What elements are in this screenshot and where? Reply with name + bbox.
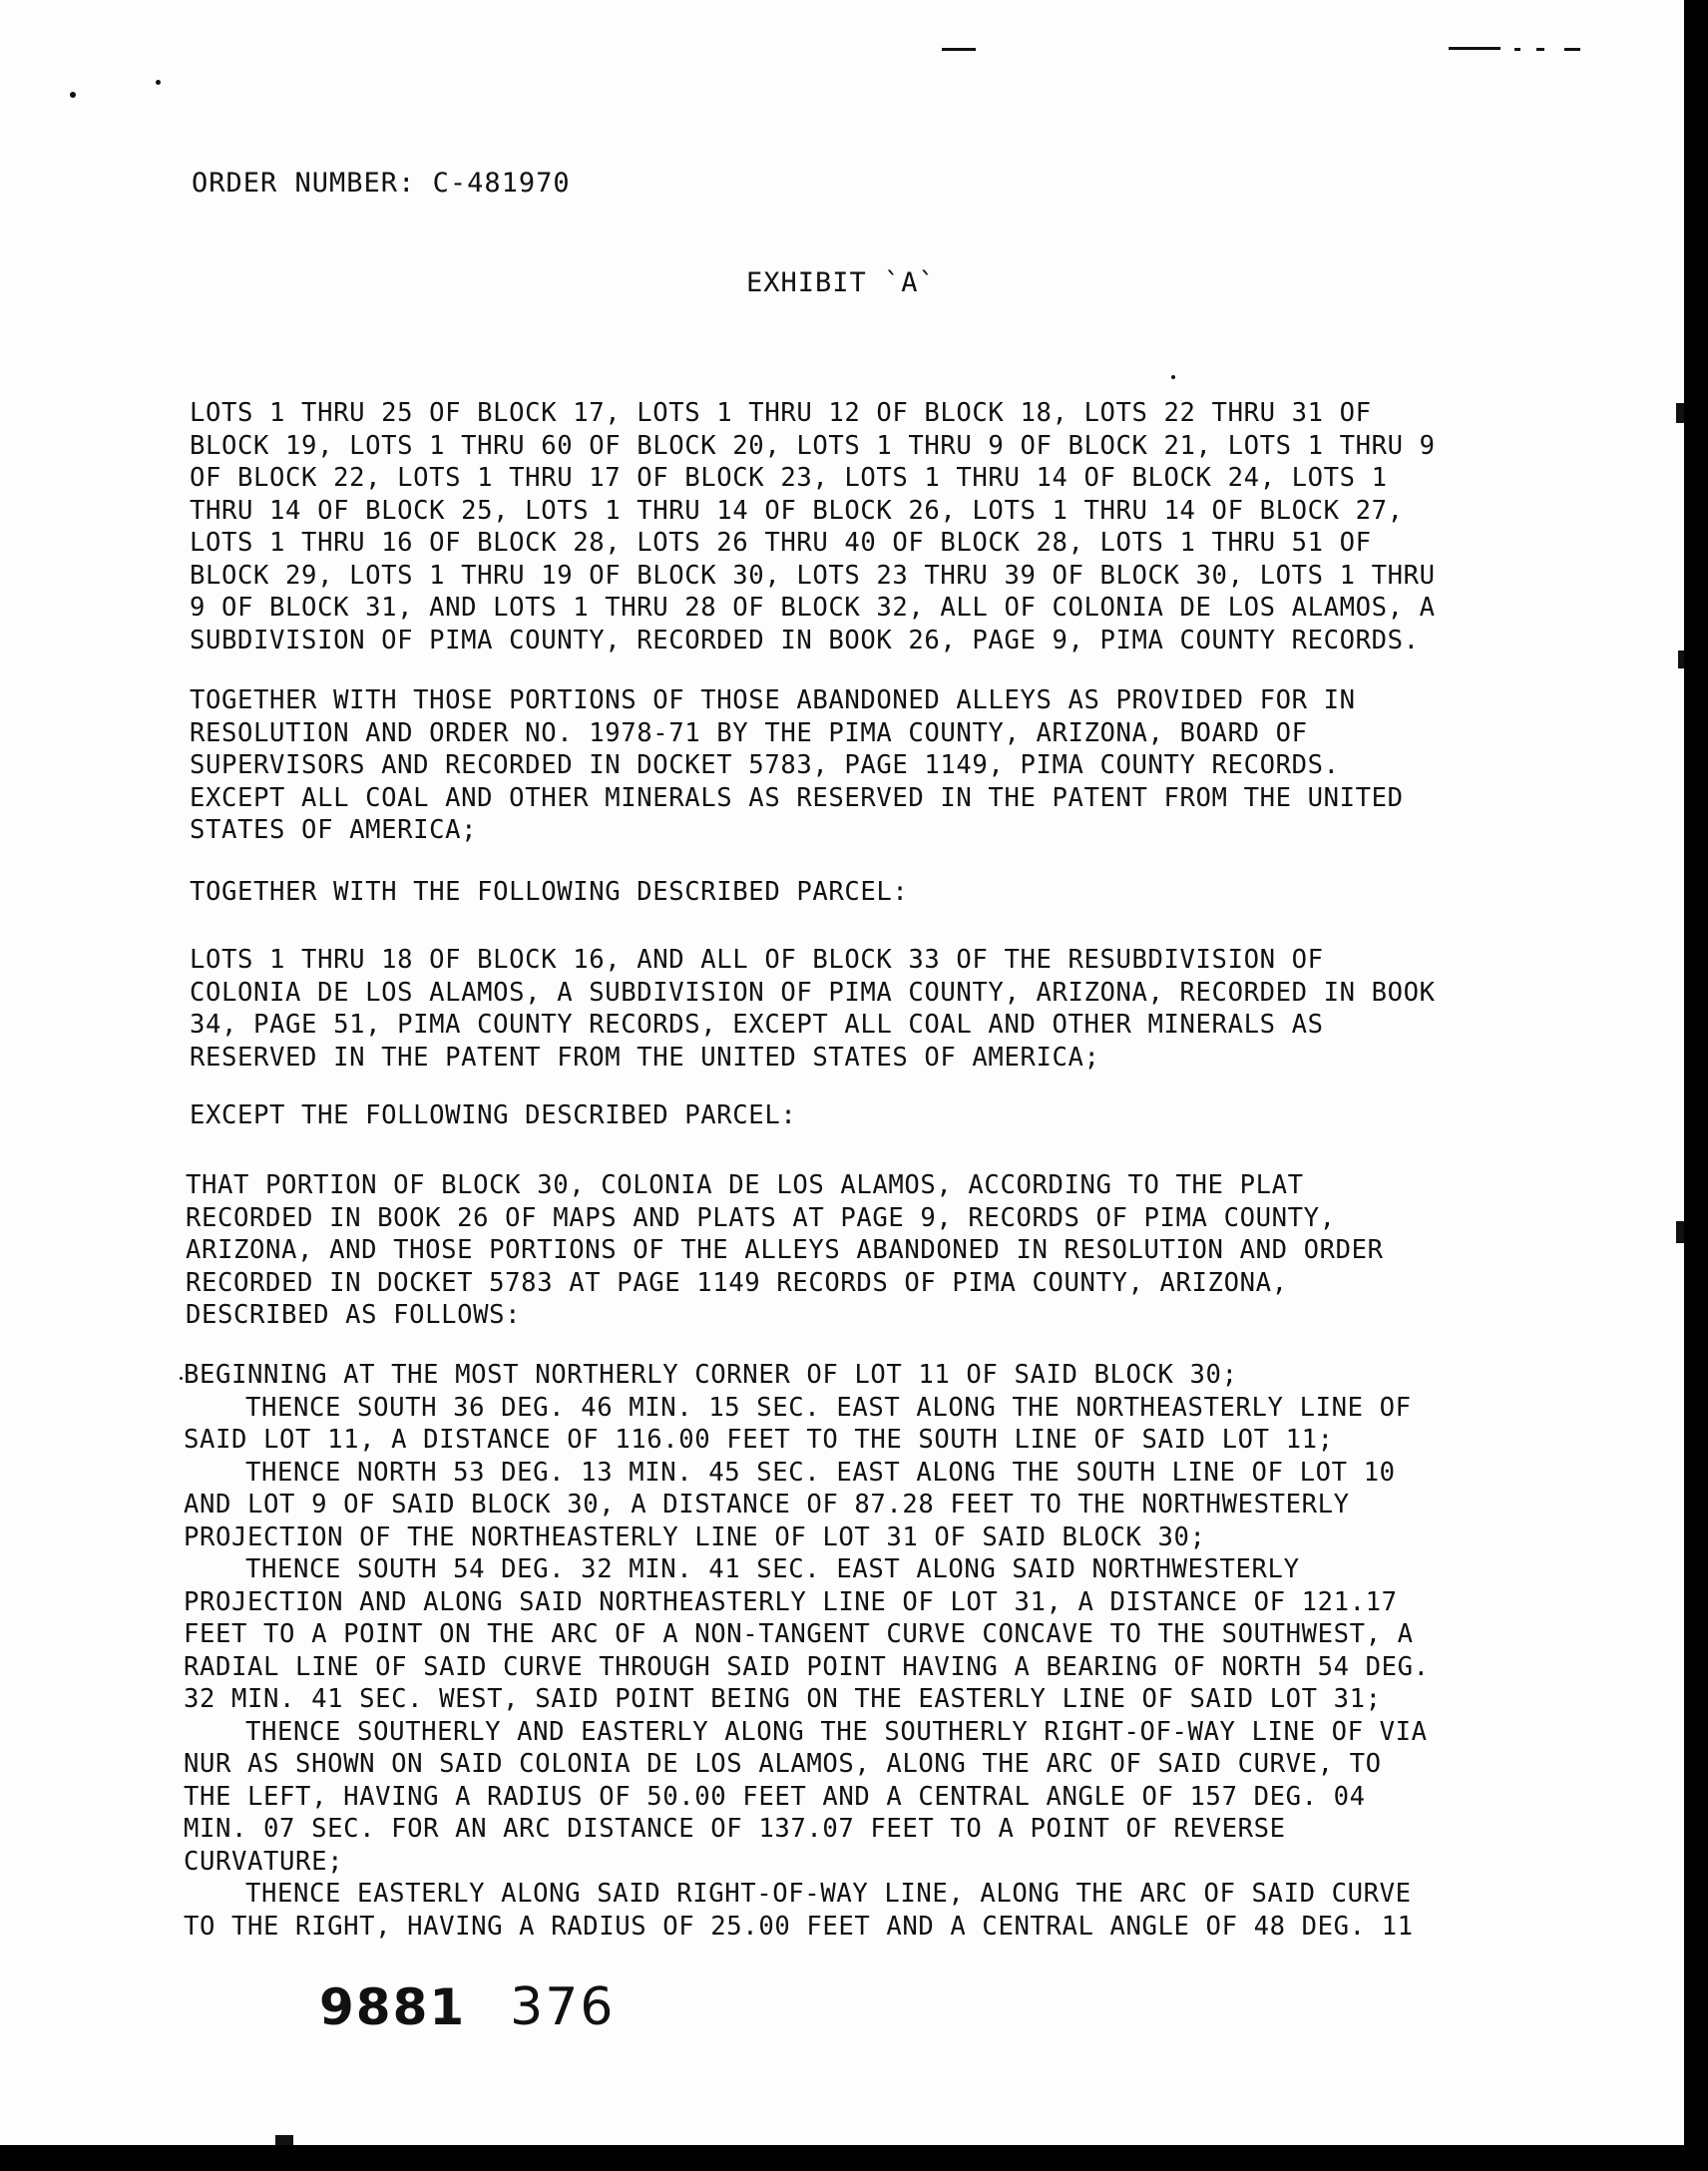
- text-line: RESOLUTION AND ORDER NO. 1978-71 BY THE PIMA COUNTY, ARIZONA, BOARD OF: [190, 717, 1308, 748]
- docket-number: 9881: [319, 1978, 467, 2036]
- text-line: RESERVED IN THE PATENT FROM THE UNITED STATES OF AMERICA;: [190, 1042, 1100, 1073]
- text-line: BEGINNING AT THE MOST NORTHERLY CORNER OF LOT 11 OF SAID BLOCK 30;: [184, 1360, 1238, 1390]
- text-line: LOTS 1 THRU 18 OF BLOCK 16, AND ALL OF BLOCK 33 OF THE RESUBDIVISION OF: [190, 945, 1324, 975]
- text-line: EXCEPT ALL COAL AND OTHER MINERALS AS RESERVED IN THE PATENT FROM THE UNITED: [190, 782, 1404, 813]
- scan-edge-mark: [1676, 403, 1684, 423]
- paragraph-resubdivision: [190, 944, 1506, 1074]
- text-line: FEET TO A POINT ON THE ARC OF A NON-TANGENT CURVE CONCAVE TO THE SOUTHWEST, A: [184, 1619, 1414, 1649]
- text-line: LOTS 1 THRU 25 OF BLOCK 17, LOTS 1 THRU 12 OF BLOCK 18, LOTS 22 THRU 31 OF: [190, 398, 1372, 428]
- text-line: THENCE SOUTH 36 DEG. 46 MIN. 15 SEC. EAST ALONG THE NORTHEASTERLY LINE OF: [245, 1392, 1412, 1423]
- exhibit-title: EXHIBIT `A`: [746, 267, 936, 298]
- scan-speck: [1171, 375, 1175, 379]
- text-line: SUPERVISORS AND RECORDED IN DOCKET 5783, PAGE 1149, PIMA COUNTY RECORDS.: [190, 750, 1340, 780]
- paragraph-except: [190, 1099, 1506, 1132]
- text-line: THAT PORTION OF BLOCK 30, COLONIA DE LOS ALAMOS, ACCORDING TO THE PLAT: [186, 1170, 1304, 1200]
- text-line: BLOCK 29, LOTS 1 THRU 19 OF BLOCK 30, LOTS 23 THRU 39 OF BLOCK 30, LOTS 1 THRU: [190, 560, 1436, 591]
- text-line: SUBDIVISION OF PIMA COUNTY, RECORDED IN BOOK 26, PAGE 9, PIMA COUNTY RECORDS.: [190, 625, 1420, 655]
- paragraph-metes-and-bounds: [184, 1359, 1500, 1943]
- text-line: RECORDED IN DOCKET 5783 AT PAGE 1149 RECORDS OF PIMA COUNTY, ARIZONA,: [186, 1267, 1288, 1298]
- text-line: CURVATURE;: [184, 1846, 344, 1877]
- text-line: TOGETHER WITH THE FOLLOWING DESCRIBED PARCEL:: [190, 877, 909, 907]
- scan-speck: [180, 1377, 183, 1380]
- text-line: STATES OF AMERICA;: [190, 815, 478, 845]
- scan-mark-top-right-3: [1536, 48, 1544, 51]
- text-line: THE LEFT, HAVING A RADIUS OF 50.00 FEET AND A CENTRAL ANGLE OF 157 DEG. 04: [184, 1781, 1366, 1812]
- scan-mark-top-right: [1449, 47, 1500, 50]
- order-number: ORDER NUMBER: C-481970: [192, 168, 571, 199]
- text-line: AND LOT 9 OF SAID BLOCK 30, A DISTANCE OF 87.28 FEET TO THE NORTHWESTERLY: [184, 1490, 1350, 1520]
- text-line: SAID LOT 11, A DISTANCE OF 116.00 FEET TO THE SOUTH LINE OF SAID LOT 11;: [184, 1425, 1334, 1455]
- text-line: LOTS 1 THRU 16 OF BLOCK 28, LOTS 26 THRU 40 OF BLOCK 28, LOTS 1 THRU 51 OF: [190, 528, 1372, 558]
- scan-edge-mark: [1676, 1221, 1684, 1243]
- scan-mark-top: [942, 48, 976, 51]
- scan-edge-mark-bottom: [275, 2135, 293, 2145]
- text-line: MIN. 07 SEC. FOR AN ARC DISTANCE OF 137.07 FEET TO A POINT OF REVERSE: [184, 1814, 1286, 1844]
- page-number: 376: [510, 1977, 616, 2037]
- paragraph-abandoned-alleys: [190, 684, 1506, 847]
- text-line: TO THE RIGHT, HAVING A RADIUS OF 25.00 FEET AND A CENTRAL ANGLE OF 48 DEG. 11: [184, 1911, 1414, 1942]
- text-line: PROJECTION OF THE NORTHEASTERLY LINE OF LOT 31 OF SAID BLOCK 30;: [184, 1521, 1206, 1552]
- text-line: 34, PAGE 51, PIMA COUNTY RECORDS, EXCEPT ALL COAL AND OTHER MINERALS AS: [190, 1010, 1324, 1040]
- text-line: THENCE SOUTH 54 DEG. 32 MIN. 41 SEC. EAST ALONG SAID NORTHWESTERLY: [245, 1554, 1300, 1584]
- text-line: TOGETHER WITH THOSE PORTIONS OF THOSE ABANDONED ALLEYS AS PROVIDED FOR IN: [190, 685, 1356, 715]
- text-line: THENCE SOUTHERLY AND EASTERLY ALONG THE SOUTHERLY RIGHT-OF-WAY LINE OF VIA: [245, 1716, 1428, 1747]
- text-line: 32 MIN. 41 SEC. WEST, SAID POINT BEING ON THE EASTERLY LINE OF SAID LOT 31;: [184, 1684, 1382, 1714]
- paragraph-portion-of-block-30: [186, 1169, 1502, 1332]
- text-line: COLONIA DE LOS ALAMOS, A SUBDIVISION OF PIMA COUNTY, ARIZONA, RECORDED IN BOOK: [190, 977, 1436, 1008]
- scan-mark-top-right-2: [1514, 48, 1520, 51]
- paragraph-together-with: [190, 876, 1506, 909]
- scan-mark-top-right-4: [1564, 48, 1580, 51]
- text-line: PROJECTION AND ALONG SAID NORTHEASTERLY LINE OF LOT 31, A DISTANCE OF 121.17: [184, 1586, 1398, 1617]
- text-line: EXCEPT THE FOLLOWING DESCRIBED PARCEL:: [190, 1100, 797, 1130]
- text-line: ARIZONA, AND THOSE PORTIONS OF THE ALLEYS ABANDONED IN RESOLUTION AND ORDER: [186, 1235, 1384, 1265]
- text-line: RADIAL LINE OF SAID CURVE THROUGH SAID POINT HAVING A BEARING OF NORTH 54 DEG.: [184, 1651, 1430, 1682]
- paragraph-lots-description: [190, 397, 1506, 656]
- text-line: RECORDED IN BOOK 26 OF MAPS AND PLATS AT PAGE 9, RECORDS OF PIMA COUNTY,: [186, 1202, 1336, 1233]
- scan-border-right: [1684, 0, 1708, 2171]
- text-line: NUR AS SHOWN ON SAID COLONIA DE LOS ALAMOS, ALONG THE ARC OF SAID CURVE, TO: [184, 1749, 1382, 1779]
- text-line: OF BLOCK 22, LOTS 1 THRU 17 OF BLOCK 23, LOTS 1 THRU 14 OF BLOCK 24, LOTS 1: [190, 463, 1388, 493]
- text-line: BLOCK 19, LOTS 1 THRU 60 OF BLOCK 20, LOTS 1 THRU 9 OF BLOCK 21, LOTS 1 THRU 9: [190, 430, 1436, 461]
- text-line: DESCRIBED AS FOLLOWS:: [186, 1300, 522, 1330]
- scan-speck: [156, 80, 161, 85]
- docket-page-stamp: [319, 1977, 615, 2037]
- text-line: THRU 14 OF BLOCK 25, LOTS 1 THRU 14 OF BLOCK 26, LOTS 1 THRU 14 OF BLOCK 27,: [190, 495, 1404, 526]
- text-line: THENCE EASTERLY ALONG SAID RIGHT-OF-WAY LINE, ALONG THE ARC OF SAID CURVE: [245, 1879, 1412, 1909]
- text-line: THENCE NORTH 53 DEG. 13 MIN. 45 SEC. EAST ALONG THE SOUTH LINE OF LOT 10: [245, 1457, 1396, 1488]
- scan-speck: [70, 92, 76, 98]
- scan-border-bottom: [0, 2145, 1708, 2171]
- text-line: 9 OF BLOCK 31, AND LOTS 1 THRU 28 OF BLOCK 32, ALL OF COLONIA DE LOS ALAMOS, A: [190, 593, 1436, 623]
